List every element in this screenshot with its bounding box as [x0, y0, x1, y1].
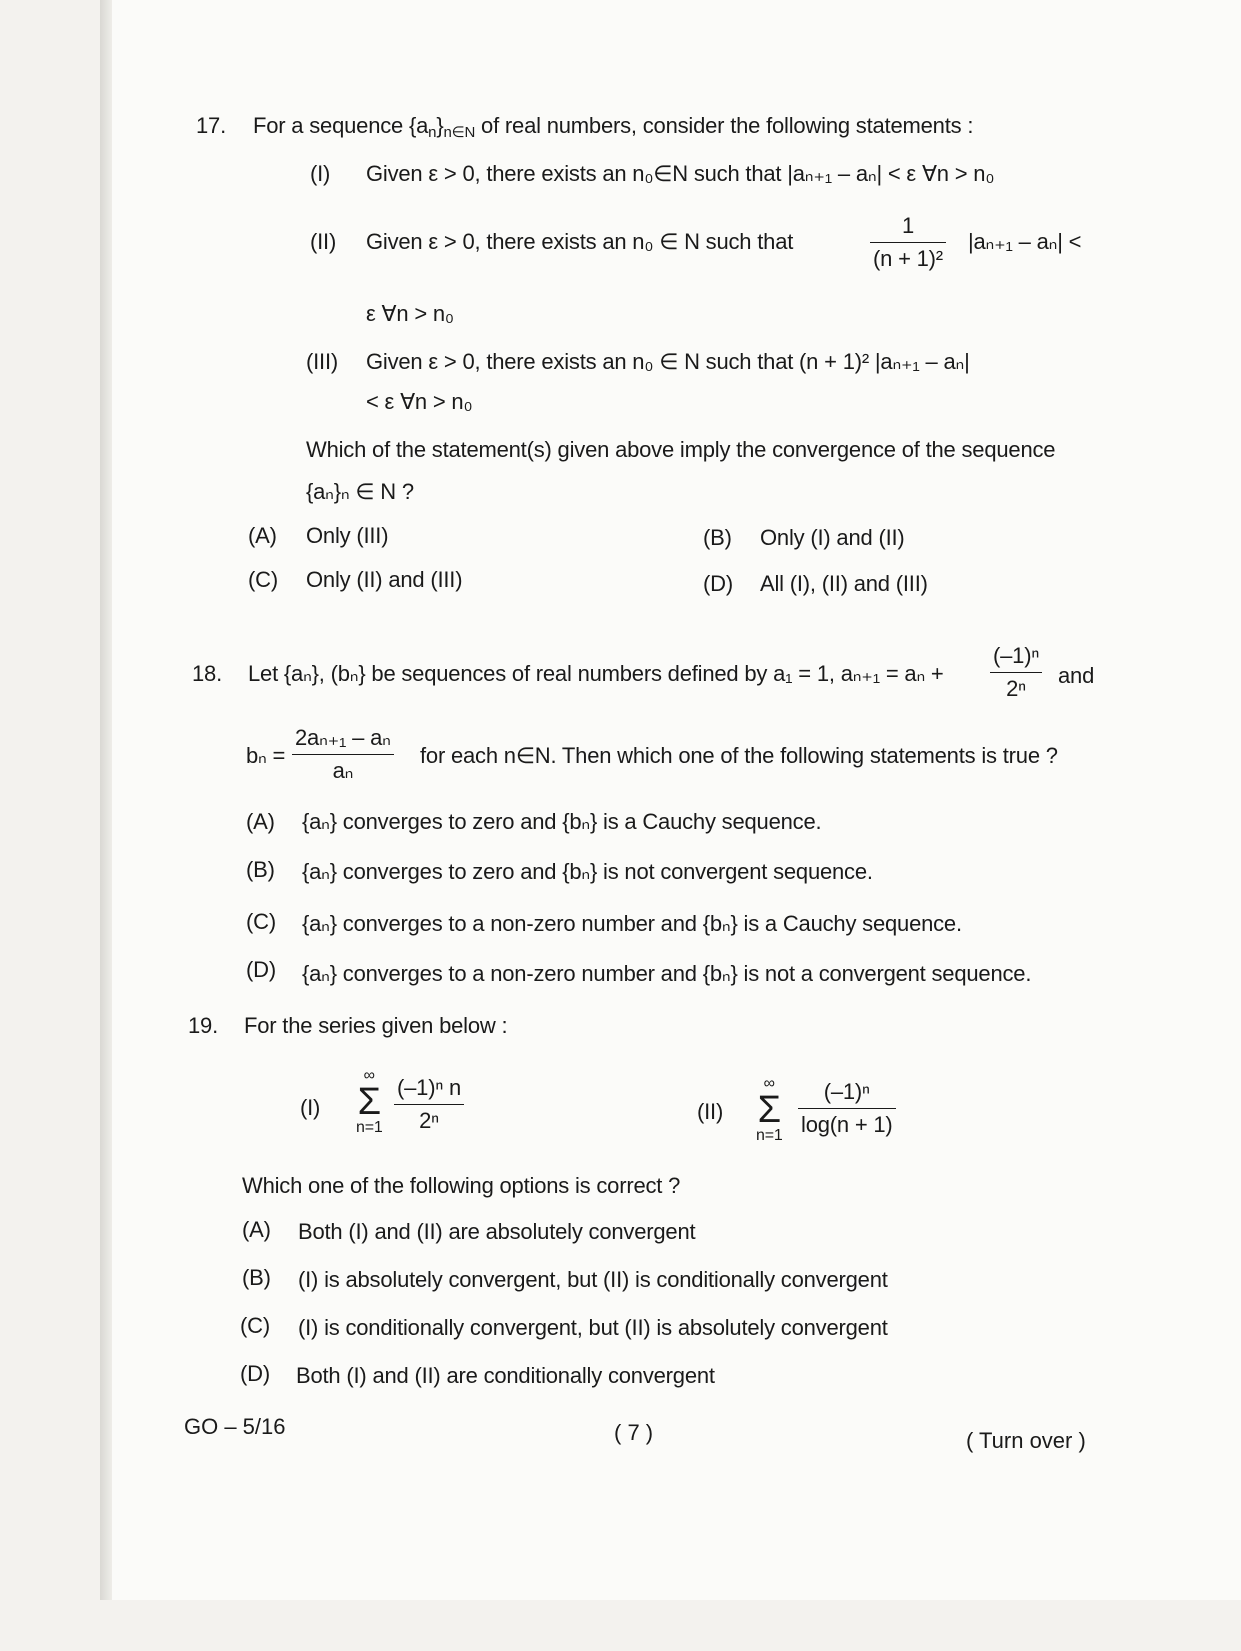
q17-option-d-text: All (I), (II) and (III): [760, 571, 928, 596]
q18-option-a-label: (A): [246, 809, 275, 834]
q19-series-2-fraction: $\frac{\text{(–1)ⁿ}}{\log(n + 1)}$: [798, 1078, 896, 1139]
q17-question-cont: {aₙ}ₙ ∈ N ?: [306, 479, 414, 504]
q18-option-c-text: {aₙ} converges to a non-zero number and {bₙ} is a Cauchy sequence.: [302, 911, 962, 936]
q19-number: 19.: [188, 1013, 218, 1038]
q19-series-1-label: (I): [300, 1095, 321, 1120]
paper-code: GO – 5/16: [184, 1414, 286, 1439]
q19-option-d-text: Both (I) and (II) are conditionally convergent: [296, 1363, 715, 1388]
q17-stem: For a sequence $\{a_n\}_{n\in N}$ of real numbers, consider the following statements :: [253, 113, 974, 141]
q17-question: Which of the statement(s) given above imply the convergence of the sequence: [306, 437, 1056, 462]
q17-number: 17.: [196, 113, 226, 138]
q19-question: Which one of the following options is correct ?: [242, 1173, 681, 1198]
q19-option-b-text: (I) is absolutely convergent, but (II) is conditionally convergent: [298, 1267, 888, 1292]
q17-statement-3-text-cont: < ε ∀n > n₀: [366, 389, 473, 414]
q18-fraction-1: $\frac{\text{(–1)ⁿ}}{\text{2ⁿ}}$: [990, 642, 1042, 703]
q18-option-c-label: (C): [246, 909, 276, 934]
q18-stem-and: and: [1058, 663, 1095, 688]
q18-option-b-label: (B): [246, 857, 275, 882]
q18-option-d-text: {aₙ} converges to a non-zero number and {bₙ} is not a convergent sequence.: [302, 961, 1032, 986]
q19-stem: For the series given below :: [244, 1013, 508, 1038]
q19-option-c-text: (I) is conditionally convergent, but (II) is absolutely convergent: [298, 1315, 888, 1340]
q17-option-c-label: (C): [248, 567, 278, 592]
page-number: ( 7 ): [614, 1420, 654, 1445]
q18-stem: Let {aₙ}, (bₙ} be sequences of real numbers defined by a₁ = 1, aₙ₊₁ = aₙ +: [248, 661, 944, 686]
q17-statement-2-text: Given ε > 0, there exists an n₀ ∈ N such that: [366, 229, 794, 254]
q19-option-a-text: Both (I) and (II) are absolutely convergent: [298, 1219, 696, 1244]
q18-bn-lhs: bₙ =: [246, 743, 286, 768]
q18-option-b-text: {aₙ} converges to zero and {bₙ} is not convergent sequence.: [302, 859, 873, 884]
q17-option-a-label: (A): [248, 523, 277, 548]
q19-series-1-fraction: $\frac{\text{(–1)ⁿ n}}{\text{2ⁿ}}$: [394, 1074, 464, 1135]
q18-fraction-2: $\frac{\text{2aₙ₊₁ – aₙ}}{\text{aₙ}}$: [292, 724, 394, 785]
q17-statement-1-text: Given ε > 0, there exists an n₀∈N such that |aₙ₊₁ – aₙ| < ε ∀n > n₀: [366, 161, 995, 186]
q17-statement-2-fraction: $\frac{1}{\text{(n + 1)²}}$: [870, 212, 946, 273]
q19-option-b-label: (B): [242, 1265, 271, 1290]
q17-statement-2-text-cont: ε ∀n > n₀: [366, 301, 454, 326]
q17-option-a-text: Only (III): [306, 523, 389, 548]
q18-option-d-label: (D): [246, 957, 276, 982]
q17-statement-1-label: (I): [310, 161, 331, 186]
q17-option-b-label: (B): [703, 525, 732, 550]
q17-statement-2-label: (II): [310, 229, 337, 254]
q18-number: 18.: [192, 661, 222, 686]
q17-statement-3-text: Given ε > 0, there exists an n₀ ∈ N such that (n + 1)² |aₙ₊₁ – aₙ|: [366, 349, 970, 374]
q17-option-d-label: (D): [703, 571, 733, 596]
turn-over-note: ( Turn over ): [966, 1428, 1086, 1453]
q17-option-c-text: Only (II) and (III): [306, 567, 463, 592]
q17-option-b-text: Only (I) and (II): [760, 525, 905, 550]
q19-option-c-label: (C): [240, 1313, 270, 1338]
q19-series-1-sigma: ∞ Σ n=1: [356, 1067, 383, 1136]
q19-option-a-label: (A): [242, 1217, 271, 1242]
q17-statement-3-label: (III): [306, 349, 338, 374]
q17-statement-2-text-end: |aₙ₊₁ – aₙ| <: [968, 229, 1082, 254]
q18-option-a-text: {aₙ} converges to zero and {bₙ} is a Cauchy sequence.: [302, 809, 822, 834]
q19-option-d-label: (D): [240, 1361, 270, 1386]
q18-stem-cont: for each n∈N. Then which one of the following statements is true ?: [420, 743, 1058, 768]
q19-series-2-label: (II): [697, 1099, 724, 1124]
q19-series-2-sigma: ∞ Σ n=1: [756, 1075, 783, 1144]
